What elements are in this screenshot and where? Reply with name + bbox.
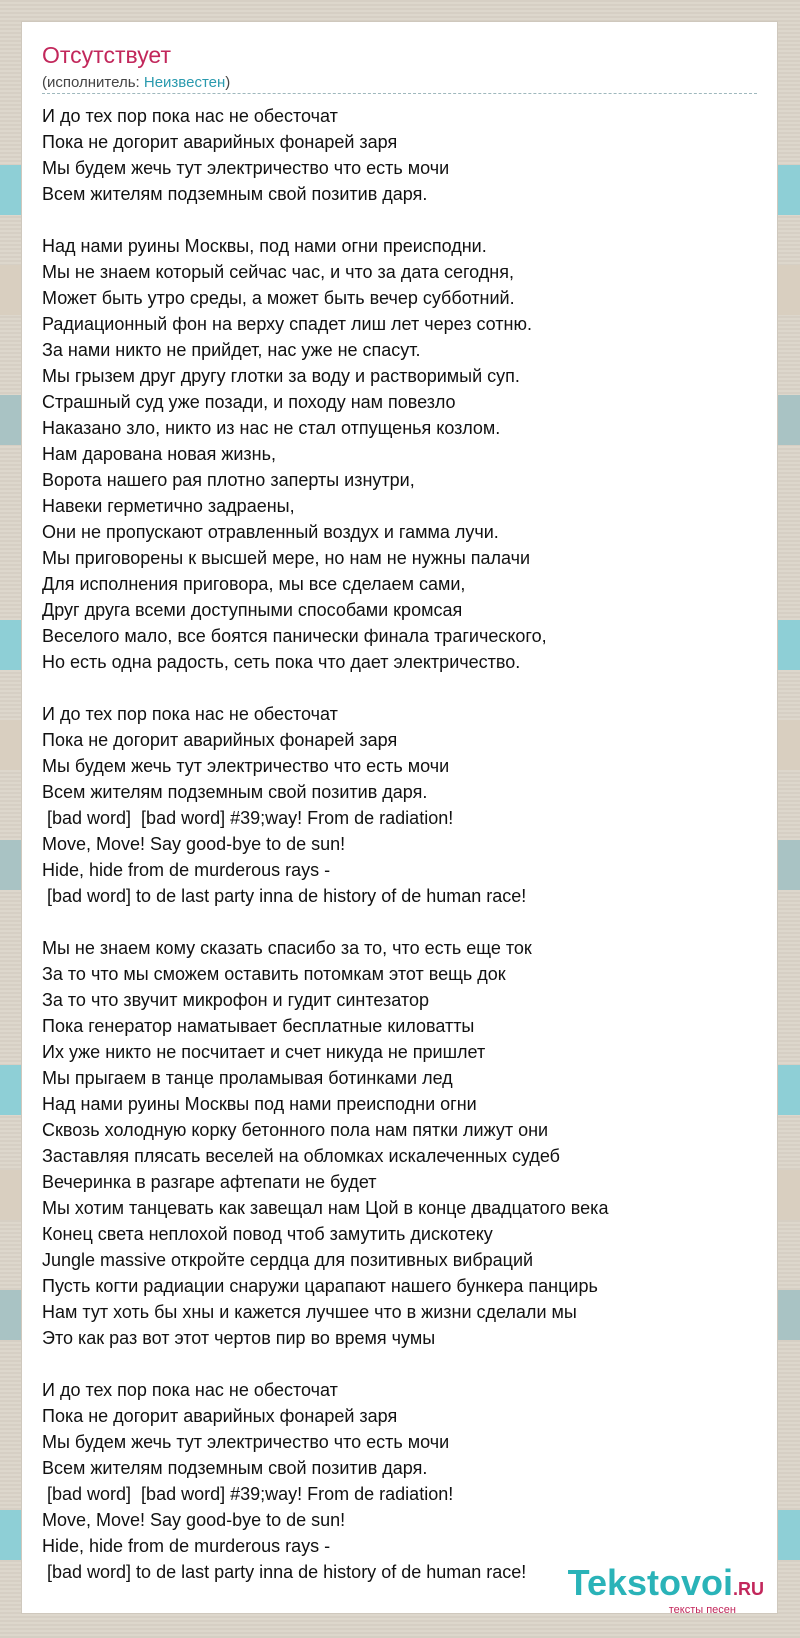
artist-suffix: )	[225, 74, 231, 91]
lyric-line: Пока не догорит аварийных фонарей заря	[42, 132, 398, 152]
lyric-line: Вечеринка в разгаре афтепати не будет	[42, 1172, 377, 1192]
lyric-line: Мы не знаем который сейчас час, и что за дата сегодня,	[42, 262, 514, 282]
lyric-line: Веселого мало, все боятся панически финала трагического,	[42, 626, 547, 646]
title-divider	[42, 93, 757, 94]
lyric-line: Мы прыгаем в танце проламывая ботинками лед	[42, 1068, 453, 1088]
stanza-break	[42, 207, 767, 233]
lyric-line: Мы будем жечь тут электричество что есть мочи	[42, 756, 450, 776]
lyric-line: Move, Move! Say good-bye to de sun!	[42, 834, 346, 854]
logo-wordmark	[567, 1562, 764, 1606]
lyric-line: За то что мы сможем оставить потомкам этот вещь док	[42, 964, 506, 984]
lyric-line: Всем жителям подземным свой позитив даря.	[42, 782, 428, 802]
artist-line	[42, 74, 230, 91]
lyric-line: За нами никто не прийдет, нас уже не спасут.	[42, 340, 421, 360]
lyric-line: Страшный суд уже позади, и походу нам повезло	[42, 392, 456, 412]
lyric-line: Move, Move! Say good-bye to de sun!	[42, 1510, 346, 1530]
lyric-line: [bad word] [bad word] #39;way! From de radiation!	[42, 1484, 454, 1504]
lyric-line: Радиационный фон на верху спадет лиш лет через сотню.	[42, 314, 532, 334]
lyric-line: [bad word] to de last party inna de history of de human race!	[42, 886, 527, 906]
lyric-line: Наказано зло, никто из нас не стал отпущенья козлом.	[42, 418, 501, 438]
lyric-line: Нам дарована новая жизнь,	[42, 444, 276, 464]
lyric-line: Hide, hide from de murderous rays -	[42, 1536, 331, 1556]
logo-tld: .RU	[733, 1579, 764, 1599]
lyric-line: Мы грызем друг другу глотки за воду и растворимый суп.	[42, 366, 520, 386]
lyric-line: Hide, hide from de murderous rays -	[42, 860, 331, 880]
lyric-line: Пока не догорит аварийных фонарей заря	[42, 730, 398, 750]
lyric-line: Сквозь холодную корку бетонного пола нам пятки лижут они	[42, 1120, 549, 1140]
lyric-line: И до тех пор пока нас не обесточат	[42, 1380, 338, 1400]
lyric-line: Они не пропускают отравленный воздух и гамма лучи.	[42, 522, 499, 542]
lyric-line: И до тех пор пока нас не обесточат	[42, 704, 338, 724]
logo-name: Tekstovoi	[567, 1562, 733, 1603]
lyric-line: Навеки герметично задраены,	[42, 496, 295, 516]
site-logo[interactable]	[567, 1562, 764, 1616]
lyric-line: Jungle massive откройте сердца для позитивных вибраций	[42, 1250, 534, 1270]
lyric-line: Всем жителям подземным свой позитив даря.	[42, 184, 428, 204]
lyric-line: Ворота нашего рая плотно заперты изнутри,	[42, 470, 415, 490]
lyric-line: Может быть утро среды, а может быть вечер субботний.	[42, 288, 515, 308]
lyrics-text	[42, 103, 767, 1585]
lyric-line: Это как раз вот этот чертов пир во время чумы	[42, 1328, 436, 1348]
lyric-line: [bad word] to de last party inna de history of de human race!	[42, 1562, 527, 1582]
logo-tagline: тексты песен	[668, 1604, 736, 1616]
lyric-line: Друг друга всеми доступными способами кромсая	[42, 600, 463, 620]
song-title: Отсутствует	[42, 42, 171, 68]
stanza-break	[42, 675, 767, 701]
lyric-line: Мы приговорены к высшей мере, но нам не нужны палачи	[42, 548, 531, 568]
lyrics-card	[21, 21, 778, 1614]
artist-prefix: (исполнитель:	[42, 74, 144, 91]
lyric-line: Мы будем жечь тут электричество что есть мочи	[42, 1432, 450, 1452]
lyric-line: И до тех пор пока нас не обесточат	[42, 106, 338, 126]
lyric-line: Мы будем жечь тут электричество что есть мочи	[42, 158, 450, 178]
lyric-line: Пусть когти радиации снаружи царапают нашего бункера панцирь	[42, 1276, 598, 1296]
lyric-line: Мы хотим танцевать как завещал нам Цой в конце двадцатого века	[42, 1198, 609, 1218]
lyric-line: Пока не догорит аварийных фонарей заря	[42, 1406, 398, 1426]
artist-link[interactable]: Неизвестен	[143, 74, 226, 91]
lyric-line: Нам тут хоть бы хны и кажется лучшее что в жизни сделали мы	[42, 1302, 577, 1322]
lyric-line: Над нами руины Москвы, под нами огни преисподни.	[42, 236, 487, 256]
lyric-line: Их уже никто не посчитает и счет никуда не пришлет	[42, 1042, 486, 1062]
lyric-line: Но есть одна радость, сеть пока что дает электричество.	[42, 652, 521, 672]
lyric-line: Всем жителям подземным свой позитив даря.	[42, 1458, 428, 1478]
lyric-line: Мы не знаем кому сказать спасибо за то, что есть еще ток	[42, 938, 532, 958]
lyric-line: Над нами руины Москвы под нами преисподни огни	[42, 1094, 477, 1114]
lyric-line: Конец света неплохой повод чтоб замутить дискотеку	[42, 1224, 493, 1244]
lyric-line: [bad word] [bad word] #39;way! From de radiation!	[42, 808, 454, 828]
lyric-line: Пока генератор наматывает бесплатные киловатты	[42, 1016, 475, 1036]
stanza-break	[42, 909, 767, 935]
stanza-break	[42, 1351, 767, 1377]
lyric-line: Для исполнения приговора, мы все сделаем сами,	[42, 574, 466, 594]
lyric-line: Заставляя плясать веселей на обломках искалеченных судеб	[42, 1146, 560, 1166]
lyric-line: За то что звучит микрофон и гудит синтезатор	[42, 990, 429, 1010]
